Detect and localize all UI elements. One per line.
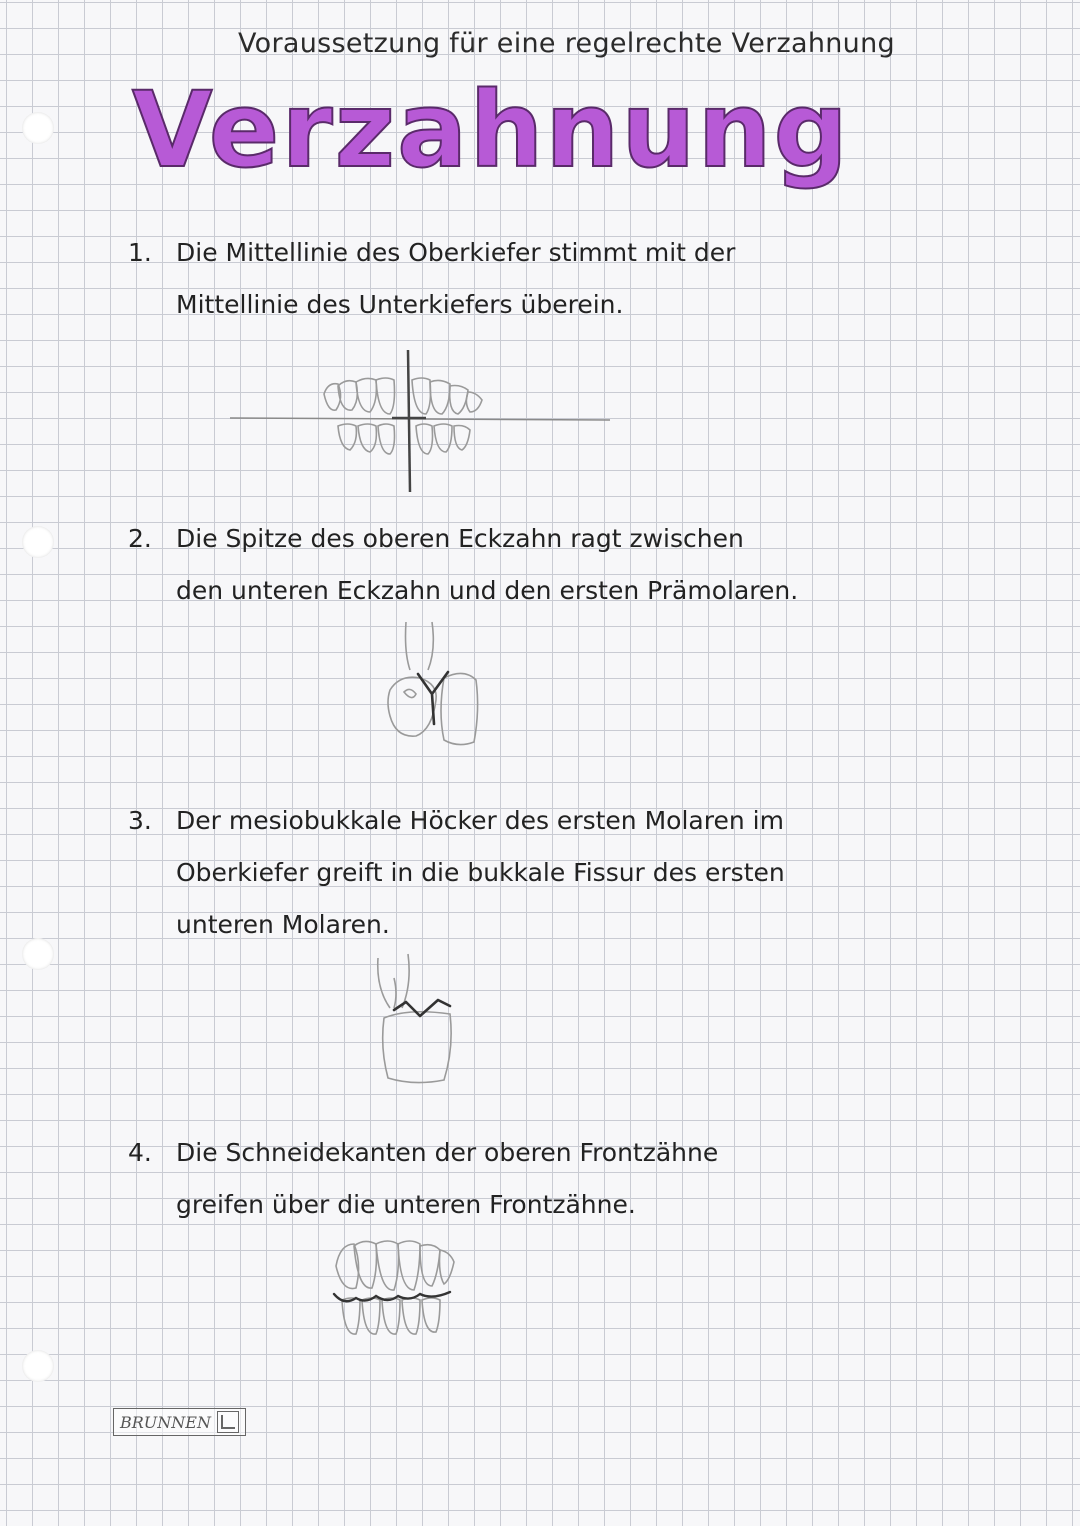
item-text-line: Die Spitze des oberen Eckzahn ragt zwischen <box>176 524 744 553</box>
punch-hole <box>22 526 54 558</box>
item-text-line: unteren Molaren. <box>176 910 390 939</box>
item-text-line: Die Mittellinie des Oberkiefer stimmt mit der <box>176 238 736 267</box>
molar-sketch <box>364 948 474 1088</box>
item-text-line: Oberkiefer greift in die bukkale Fissur des ersten <box>176 858 785 887</box>
page-title: Verzahnung <box>132 69 850 191</box>
brand-mark-icon <box>217 1411 239 1433</box>
item-text-line: Die Schneidekanten der oberen Frontzähne <box>176 1138 719 1167</box>
punch-hole <box>22 112 54 144</box>
punch-hole <box>22 1350 54 1382</box>
item-number: 2. <box>128 524 152 553</box>
brand-logo <box>113 1408 246 1436</box>
item-number: 1. <box>128 238 152 267</box>
page-subtitle: Voraussetzung für eine regelrechte Verzahnung <box>238 28 895 59</box>
brand-name: BRUNNEN <box>120 1412 211 1432</box>
punch-hole <box>22 938 54 970</box>
item-text-line: Mittellinie des Unterkiefers überein. <box>176 290 624 319</box>
item-text-line: Der mesiobukkale Höcker des ersten Molaren im <box>176 806 784 835</box>
midline-teeth-sketch <box>226 346 616 496</box>
canine-sketch <box>370 616 490 756</box>
item-number: 4. <box>128 1138 152 1167</box>
item-text-line: den unteren Eckzahn und den ersten Prämolaren. <box>176 576 799 605</box>
incisor-overbite-sketch <box>326 1236 466 1340</box>
item-number: 3. <box>128 806 152 835</box>
item-text-line: greifen über die unteren Frontzähne. <box>176 1190 636 1219</box>
